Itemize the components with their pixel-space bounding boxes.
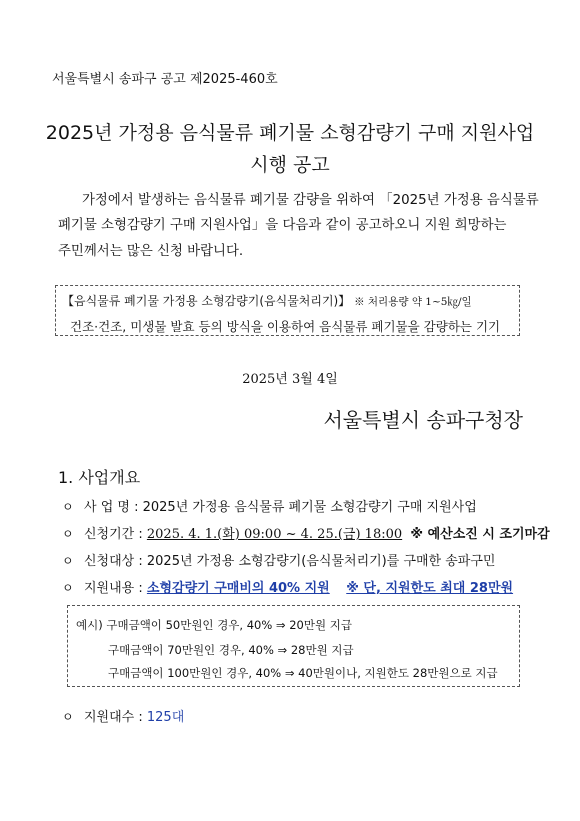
- bullet-icon: ㅇ: [62, 527, 74, 541]
- definition-description: 건조·건조, 미생물 발효 등의 방식을 이용하여 음식물류 폐기물을 감량하는 기기: [70, 319, 501, 334]
- calculation-examples-box: [67, 605, 520, 687]
- definition-box: [55, 285, 520, 336]
- overview-item-support-content: ㅇ 지원내용 : 소형감량기 구매비의 40% 지원 ※ 단, 지원한도 최대 28만원: [62, 581, 514, 596]
- bullet-icon: ㅇ: [62, 710, 74, 724]
- definition-capacity-note: ※ 처리용량 약 1~5㎏/일: [354, 296, 472, 308]
- item-label: 지원대수: [84, 710, 135, 725]
- issuing-office: 서울특별시 송파구청장: [323, 408, 523, 432]
- bullet-icon: ㅇ: [62, 581, 74, 595]
- example-line3: 구매금액이 100만원인 경우, 40% ⇒ 40만원이나, 지원한도 28만원으로 지급: [108, 666, 498, 680]
- notice-number: 서울특별시 송파구 공고 제2025-460호: [52, 72, 278, 87]
- overview-item-unit-count: ㅇ 지원대수 : 125대: [62, 710, 185, 725]
- section-title: 1. 사업개요: [58, 468, 141, 487]
- overview-item-application-period: ㅇ 신청기간 : 2025. 4. 1.(화) 09:00 ~ 4. 25.(금) 18:00 ※ 예산소진 시 조기마감: [62, 527, 550, 542]
- example-line1: 예시) 구매금액이 50만원인 경우, 40% ⇒ 20만원 지급: [76, 618, 352, 632]
- item-label: 지원내용: [84, 581, 135, 596]
- item-label: 사 업 명: [84, 500, 130, 515]
- item-label: 신청기간: [84, 527, 135, 542]
- intro-line2: 폐기물 소형감량기 구매 지원사업」을 다음과 같이 공고하오니 지원 희망하는: [58, 218, 507, 233]
- bullet-icon: ㅇ: [62, 500, 74, 514]
- intro-line3: 주민께서는 많은 신청 바랍니다.: [58, 244, 244, 259]
- item-value: 2025년 가정용 소형감량기(음식물처리기)를 구매한 송파구민: [146, 554, 496, 569]
- definition-term-line: [62, 292, 472, 309]
- item-value: 소형감량기 구매비의 40% 지원: [146, 581, 330, 596]
- intro-line1: 가정에서 발생하는 음식물류 폐기물 감량을 위하여 「2025년 가정용 음식물류: [82, 193, 539, 208]
- notice-date: 2025년 3월 4일: [242, 372, 338, 387]
- overview-item-eligibility: ㅇ 신청대상 : 2025년 가정용 소형감량기(음식물처리기)를 구매한 송파구민: [62, 554, 496, 569]
- bullet-icon: ㅇ: [62, 554, 74, 568]
- item-note: ※ 예산소진 시 조기마감: [410, 527, 550, 542]
- item-value: 2025년 가정용 음식물류 폐기물 소형감량기 구매 지원사업: [142, 500, 477, 515]
- notice-title-line2: 시행 공고: [250, 154, 330, 176]
- item-value: 125대: [146, 710, 185, 725]
- example-prefix: 예시): [76, 618, 103, 632]
- item-value: 2025. 4. 1.(화) 09:00 ~ 4. 25.(금) 18:00: [146, 527, 403, 542]
- definition-term: 【음식물류 폐기물 가정용 소형감량기(음식물처리기)】: [62, 294, 351, 308]
- item-label: 신청대상: [84, 554, 135, 569]
- example-line2: 구매금액이 70만원인 경우, 40% ⇒ 28만원 지급: [108, 643, 354, 657]
- overview-item-project-name: ㅇ 사 업 명 : 2025년 가정용 음식물류 폐기물 소형감량기 구매 지원사업: [62, 500, 477, 515]
- item-note: ※ 단, 지원한도 최대 28만원: [346, 581, 514, 596]
- notice-title-line1: 2025년 가정용 음식물류 폐기물 소형감량기 구매 지원사업: [45, 122, 535, 144]
